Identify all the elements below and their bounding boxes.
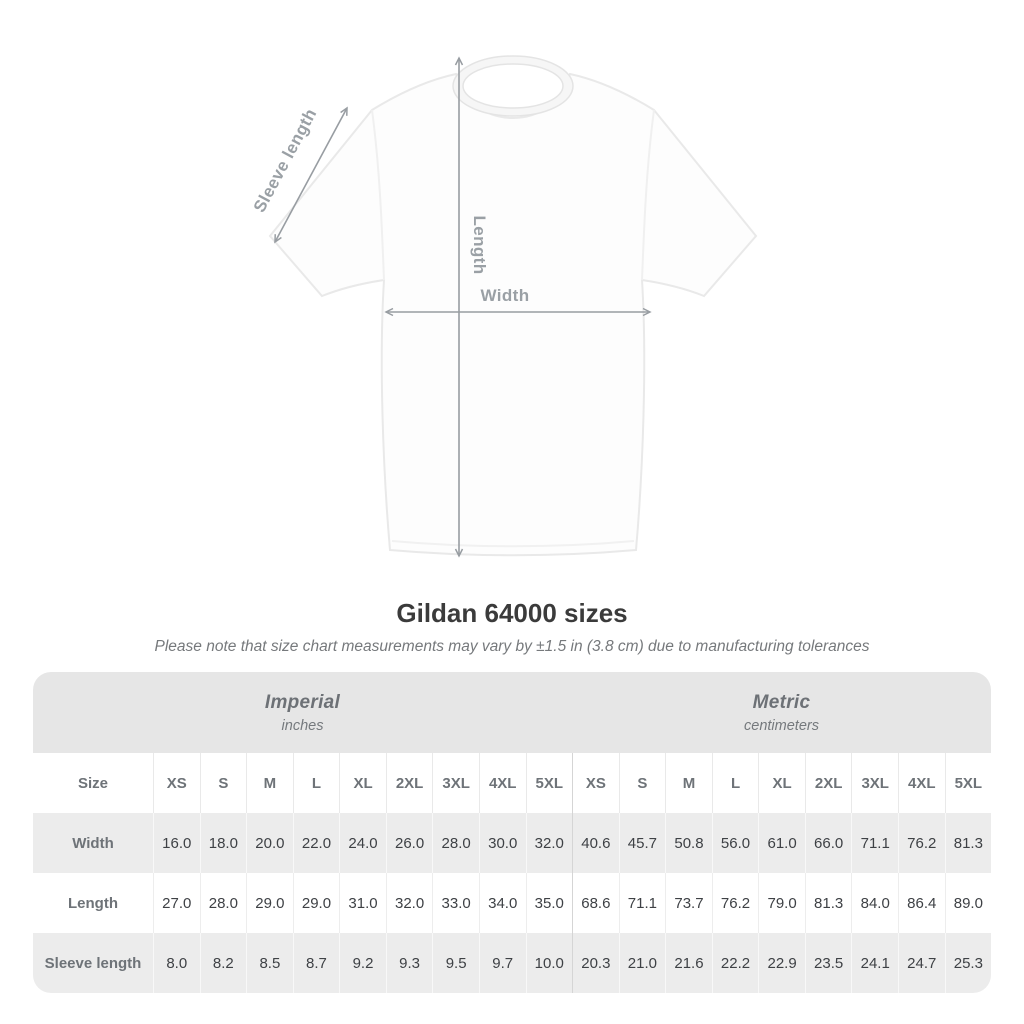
value-metric-length-5xl: 89.0	[945, 873, 991, 933]
value-metric-width-xs: 40.6	[572, 813, 619, 873]
size-col-header-metric-3xl: 3XL	[851, 753, 898, 813]
size-col-header-imperial-4xl: 4XL	[479, 753, 526, 813]
value-imperial-width-2xl: 26.0	[386, 813, 433, 873]
value-metric-sleeve-length-l: 22.2	[712, 933, 759, 993]
value-metric-length-4xl: 86.4	[898, 873, 945, 933]
size-col-header-metric-5xl: 5XL	[945, 753, 991, 813]
value-metric-length-2xl: 81.3	[805, 873, 852, 933]
length-label: Length	[470, 215, 489, 275]
value-metric-width-4xl: 76.2	[898, 813, 945, 873]
value-metric-width-3xl: 71.1	[851, 813, 898, 873]
value-imperial-length-5xl: 35.0	[526, 873, 573, 933]
imperial-section-header	[33, 672, 572, 753]
value-metric-width-xl: 61.0	[758, 813, 805, 873]
value-imperial-width-m: 20.0	[246, 813, 293, 873]
collar	[453, 56, 573, 116]
value-metric-sleeve-length-2xl: 23.5	[805, 933, 852, 993]
size-header-row	[33, 753, 991, 813]
value-metric-width-2xl: 66.0	[805, 813, 852, 873]
data-row	[33, 813, 991, 873]
size-col-header-metric-l: L	[712, 753, 759, 813]
value-metric-width-m: 50.8	[665, 813, 712, 873]
size-col-header-imperial-3xl: 3XL	[432, 753, 479, 813]
value-imperial-length-l: 29.0	[293, 873, 340, 933]
size-corner-header: Size	[77, 774, 108, 792]
value-metric-width-5xl: 81.3	[945, 813, 991, 873]
data-row	[33, 933, 991, 993]
value-imperial-length-m: 29.0	[246, 873, 293, 933]
value-imperial-length-xs: 27.0	[153, 873, 200, 933]
value-imperial-width-s: 18.0	[200, 813, 247, 873]
page-title: Gildan 64000 sizes	[396, 598, 628, 628]
unit-system-header-row	[33, 672, 991, 753]
value-metric-sleeve-length-s: 21.0	[619, 933, 666, 993]
value-imperial-length-xl: 31.0	[339, 873, 386, 933]
value-imperial-sleeve-length-m: 8.5	[246, 933, 293, 993]
size-col-header-imperial-xl: XL	[339, 753, 386, 813]
imperial-units: inches	[281, 717, 324, 734]
width-label: Width	[480, 286, 530, 305]
value-imperial-length-s: 28.0	[200, 873, 247, 933]
value-metric-sleeve-length-5xl: 25.3	[945, 933, 991, 993]
value-imperial-sleeve-length-5xl: 10.0	[526, 933, 573, 993]
value-imperial-sleeve-length-4xl: 9.7	[479, 933, 526, 993]
value-metric-sleeve-length-m: 21.6	[665, 933, 712, 993]
size-col-header-metric-4xl: 4XL	[898, 753, 945, 813]
tolerance-note: Please note that size chart measurements may vary by ±1.5 in (3.8 cm) due to manufacturing tolerances	[154, 638, 870, 655]
value-imperial-width-l: 22.0	[293, 813, 340, 873]
value-imperial-length-3xl: 33.0	[432, 873, 479, 933]
value-imperial-width-xs: 16.0	[153, 813, 200, 873]
size-col-header-metric-2xl: 2XL	[805, 753, 852, 813]
sleeve-length-label: Sleeve length	[249, 105, 321, 216]
metric-section-header	[572, 672, 991, 753]
value-imperial-width-5xl: 32.0	[526, 813, 573, 873]
value-imperial-sleeve-length-s: 8.2	[200, 933, 247, 993]
value-metric-length-m: 73.7	[665, 873, 712, 933]
size-col-header-imperial-s: S	[200, 753, 247, 813]
value-metric-length-l: 76.2	[712, 873, 759, 933]
value-imperial-sleeve-length-l: 8.7	[293, 933, 340, 993]
value-imperial-length-4xl: 34.0	[479, 873, 526, 933]
value-metric-length-xl: 79.0	[758, 873, 805, 933]
value-imperial-width-4xl: 30.0	[479, 813, 526, 873]
value-imperial-length-2xl: 32.0	[386, 873, 433, 933]
metric-label: Metric	[752, 691, 811, 713]
size-col-header-imperial-5xl: 5XL	[526, 753, 573, 813]
size-col-header-imperial-xs: XS	[153, 753, 200, 813]
size-col-header-imperial-m: M	[246, 753, 293, 813]
value-metric-length-s: 71.1	[619, 873, 666, 933]
size-col-header-imperial-2xl: 2XL	[386, 753, 433, 813]
size-col-header-metric-xs: XS	[572, 753, 619, 813]
value-metric-sleeve-length-4xl: 24.7	[898, 933, 945, 993]
size-col-header-imperial-l: L	[293, 753, 340, 813]
row-label-length: Length	[68, 894, 118, 912]
value-metric-sleeve-length-xs: 20.3	[572, 933, 619, 993]
data-row	[33, 873, 991, 933]
tshirt-shape	[270, 56, 756, 555]
imperial-label: Imperial	[264, 691, 341, 713]
metric-units: centimeters	[744, 717, 819, 734]
size-table	[33, 672, 991, 993]
value-metric-width-s: 45.7	[619, 813, 666, 873]
size-col-header-metric-s: S	[619, 753, 666, 813]
value-imperial-sleeve-length-2xl: 9.3	[386, 933, 433, 993]
value-imperial-sleeve-length-xs: 8.0	[153, 933, 200, 993]
value-metric-length-xs: 68.6	[572, 873, 619, 933]
value-metric-sleeve-length-xl: 22.9	[758, 933, 805, 993]
value-imperial-sleeve-length-xl: 9.2	[339, 933, 386, 993]
value-metric-width-l: 56.0	[712, 813, 759, 873]
row-label-sleeve-length: Sleeve length	[44, 954, 142, 972]
value-metric-length-3xl: 84.0	[851, 873, 898, 933]
size-col-header-metric-m: M	[665, 753, 712, 813]
size-col-header-metric-xl: XL	[758, 753, 805, 813]
value-imperial-sleeve-length-3xl: 9.5	[432, 933, 479, 993]
value-imperial-width-xl: 24.0	[339, 813, 386, 873]
value-imperial-width-3xl: 28.0	[432, 813, 479, 873]
row-label-width: Width	[72, 834, 114, 852]
value-metric-sleeve-length-3xl: 24.1	[851, 933, 898, 993]
